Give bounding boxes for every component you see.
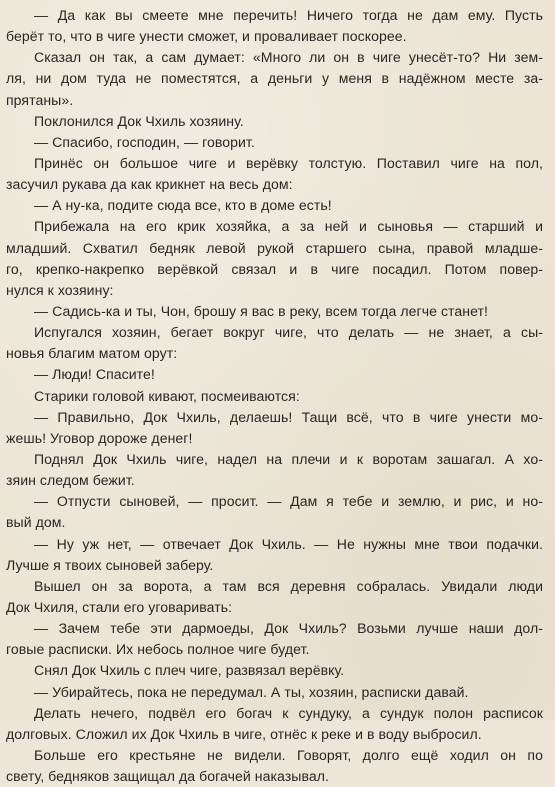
text-line: жешь! Уговор дороже денег! <box>6 429 193 446</box>
text-line: нулся к хозяину: <box>6 281 114 298</box>
text-line: прятаны». <box>6 91 74 108</box>
story-text <box>6 5 543 787</box>
text-line: Вышел он за ворота, а там вся деревня собралась. Увидали люди <box>34 577 543 594</box>
text-line: младший. Схватил бедняк левой рукой старшего сына, правой младше- <box>6 239 543 256</box>
text-line: — Садись-ка и ты, Чон, брошу я вас в реку, всем тогда легче станет! <box>34 302 489 319</box>
text-line: ля, ни дом туда не поместятся, а деньги у меня в надёжном месте за- <box>6 70 543 87</box>
text-line: Старики головой кивают, посмеиваются: <box>34 387 300 404</box>
text-line: — Правильно, Док Чхиль, делаешь! Тащи всё, что в чиге унести мо- <box>34 408 543 425</box>
text-line: свету, бедняков защищал да богачей наказывал. <box>6 768 329 785</box>
text-line: Сказал он так, а сам думает: «Много ли он в чиге унесёт-то? Ни зем- <box>34 49 543 66</box>
text-line: зяин следом бежит. <box>6 472 135 489</box>
text-line: Поклонился Док Чхиль хозяину. <box>34 112 244 129</box>
text-line: — Зачем тебе эти дармоеды, Док Чхиль? Возьми лучше наши дол- <box>34 620 543 637</box>
text-line: долговых. Сложил их Док Чхиль в чиге, отнёс к реке и в воду выбросил. <box>6 725 482 742</box>
text-line: Поднял Док Чхиль чиге, надел на плечи и к воротам зашагал. А хо- <box>34 450 543 467</box>
text-line: — Люди! Спасите! <box>34 366 155 383</box>
text-line: Больше его крестьяне не видели. Говорят, долго ещё ходил он по <box>34 746 543 763</box>
text-line: Принёс он большое чиге и верёвку толстую. Поставил чиге на пол, <box>34 154 543 171</box>
text-line: — Ну уж нет, — отвечает Док Чхиль. — Не нужны мне твои подачки. <box>34 535 543 552</box>
text-line: — Да как вы смеете мне перечить! Ничего тогда не дам ему. Пусть <box>34 7 543 23</box>
text-line: новья благим матом орут: <box>6 345 178 362</box>
text-line: го, крепко-накрепко верёвкой связал и в чиге посадил. Потом повер- <box>6 260 543 277</box>
text-line: засучил рукава да как крикнет на весь дом: <box>6 176 293 193</box>
text-line: вый дом. <box>6 514 66 531</box>
text-line: говые расписки. Их небось полное чиге будет. <box>6 641 310 658</box>
text-line: — Спасибо, господин, — говорит. <box>34 133 255 150</box>
text-line: — Отпусти сыновей, — просит. — Дам я тебе и землю, и рис, и но- <box>34 493 543 510</box>
text-line: Лучше я твоих сыновей заберу. <box>6 556 214 573</box>
text-line: Делать нечего, подвёл его богач к сундуку, а сундук полон расписок <box>34 704 543 721</box>
text-line: Снял Док Чхиль с плеч чиге, развязал верёвку. <box>34 662 345 679</box>
text-line: берёт то, что в чиге унести сможет, и проваливает поскорее. <box>6 28 407 45</box>
text-line: Док Чхиля, стали его уговаривать: <box>6 598 233 615</box>
text-line: — А ну-ка, подите сюда все, кто в доме есть! <box>34 197 332 214</box>
text-line: Испугался хозяин, бегает вокруг чиге, что делать — не знает, а сы- <box>34 324 543 341</box>
text-line: — Убирайтесь, пока не передумал. А ты, хозяин, расписки давай. <box>34 683 469 700</box>
text-line: Прибежала на его крик хозяйка, а за ней и сыновья — старший и <box>34 218 543 235</box>
